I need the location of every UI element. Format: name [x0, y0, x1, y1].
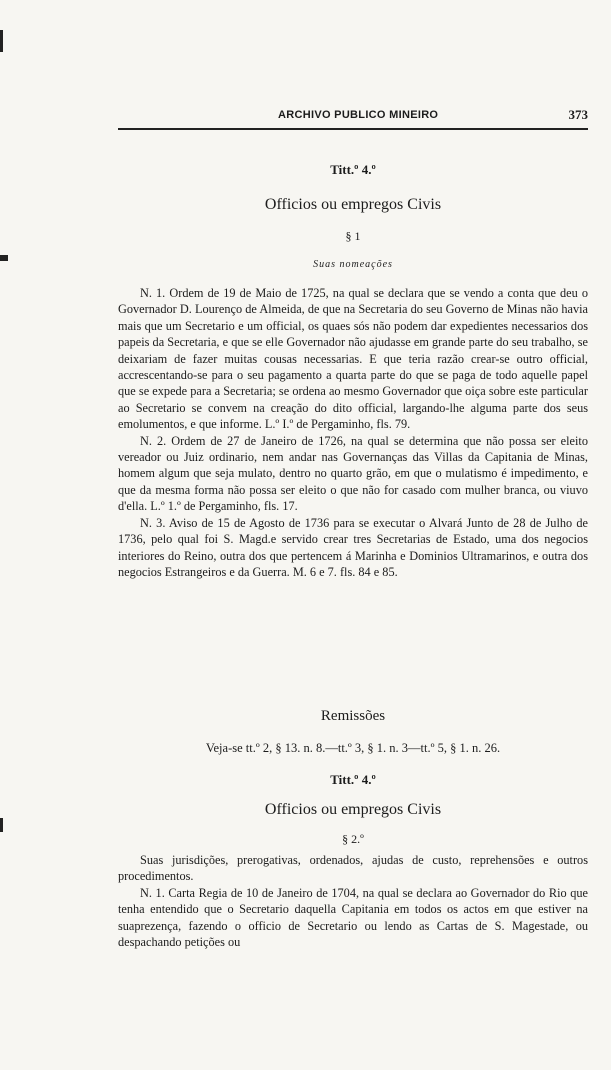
page-edge-mark — [0, 255, 8, 261]
header-title: ARCHIVO PUBLICO MINEIRO — [278, 109, 439, 121]
paragraph: N. 3. Aviso de 15 de Agosto de 1736 para se executar o Alvará Junto de 28 de Julho de 1736, pelo qual foi S. Magd.e servido crear tres Secretarias de Estado, uma dos negocios interiores do Reino, outra dos que pertencem á Marinha e Dominios Ultramarinos, e outra dos negocios Estrangeiros e da Guerra. M. 6 e 7. fls. 84 e 85. — [118, 515, 588, 579]
title-number: Titt.º 4.º — [330, 162, 376, 177]
subheading: Suas nomeações — [313, 259, 393, 270]
paragraph: Suas jurisdições, prerogativas, ordenados, ajudas de custo, reprehensões e outros procedimentos. — [118, 853, 588, 884]
header-rule — [118, 128, 588, 130]
page-number: 373 — [568, 107, 588, 122]
remissoes-text: Veja-se tt.º 2, § 13. n. 8.—tt.º 3, § 1. n. 3—tt.º 5, § 1. n. 26. — [205, 741, 501, 755]
body-text — [118, 285, 588, 580]
section-heading: Officios ou empregos Civis — [264, 196, 442, 213]
body-text — [118, 852, 588, 950]
paragraph: N. 1. Ordem de 19 de Maio de 1725, na qual se declara que se vendo a conta que deu o Governador D. Lourenço de Almeida, de que na Secretaria do seu Governo de Minas não havia mais que um Secretario e um official, os quaes sós não podem dar expedientes necessarios dos papeis da Secretaria, e que se elle Governador não ajudasse em grande parte do seu trabalho, se deixariam de fazer muitas cousas necessarias. E que teria razão crear-se outro official, accrescentando-se para o seu pagamento a quarta parte do que se paga de todo aquelle papel que se expede para a Secretaria; se ordena ao mesmo Governador que oiça sobre este particular ao Secretario se convem na creação do dito official, largando-lhe alguma parte dos seus emolumentos, e que informe. L.º I.º de Pergaminho, fls. 79. — [118, 286, 588, 432]
section-mark: § 1 — [345, 229, 361, 243]
running-header — [118, 109, 588, 127]
section-heading: Officios ou empregos Civis — [264, 801, 442, 818]
page-edge-mark — [0, 30, 3, 52]
paragraph: N. 1. Carta Regia de 10 de Janeiro de 1704, na qual se declara ao Governador do Rio que tenha entendido que o Secretario daquella Capitania em todos os actos em que estiver na suaprezença, fazendo o officio de Secretario ou lendo as Cartas de S. Magestade, ou despachando petições ou — [118, 885, 588, 950]
remissoes-heading: Remissões — [320, 708, 386, 724]
section-mark: § 2.º — [342, 832, 364, 846]
paragraph: N. 2. Ordem de 27 de Janeiro de 1726, na qual se determina que não possa ser eleito vereador ou Juiz ordinario, nem andar nas Governanças das Villas da Capitania de Minas, homem algum que seja mulato, dentro no quarto grão, em que o mulatismo é impedimento, e que da mesma forma não possa ser eleito o que não for casado com mulher branca, ou viuvo d'ella. L.º 1.º de Pergaminho, fls. 17. — [118, 433, 588, 514]
page-edge-mark — [0, 818, 3, 832]
title-number: Titt.º 4.º — [330, 772, 376, 787]
